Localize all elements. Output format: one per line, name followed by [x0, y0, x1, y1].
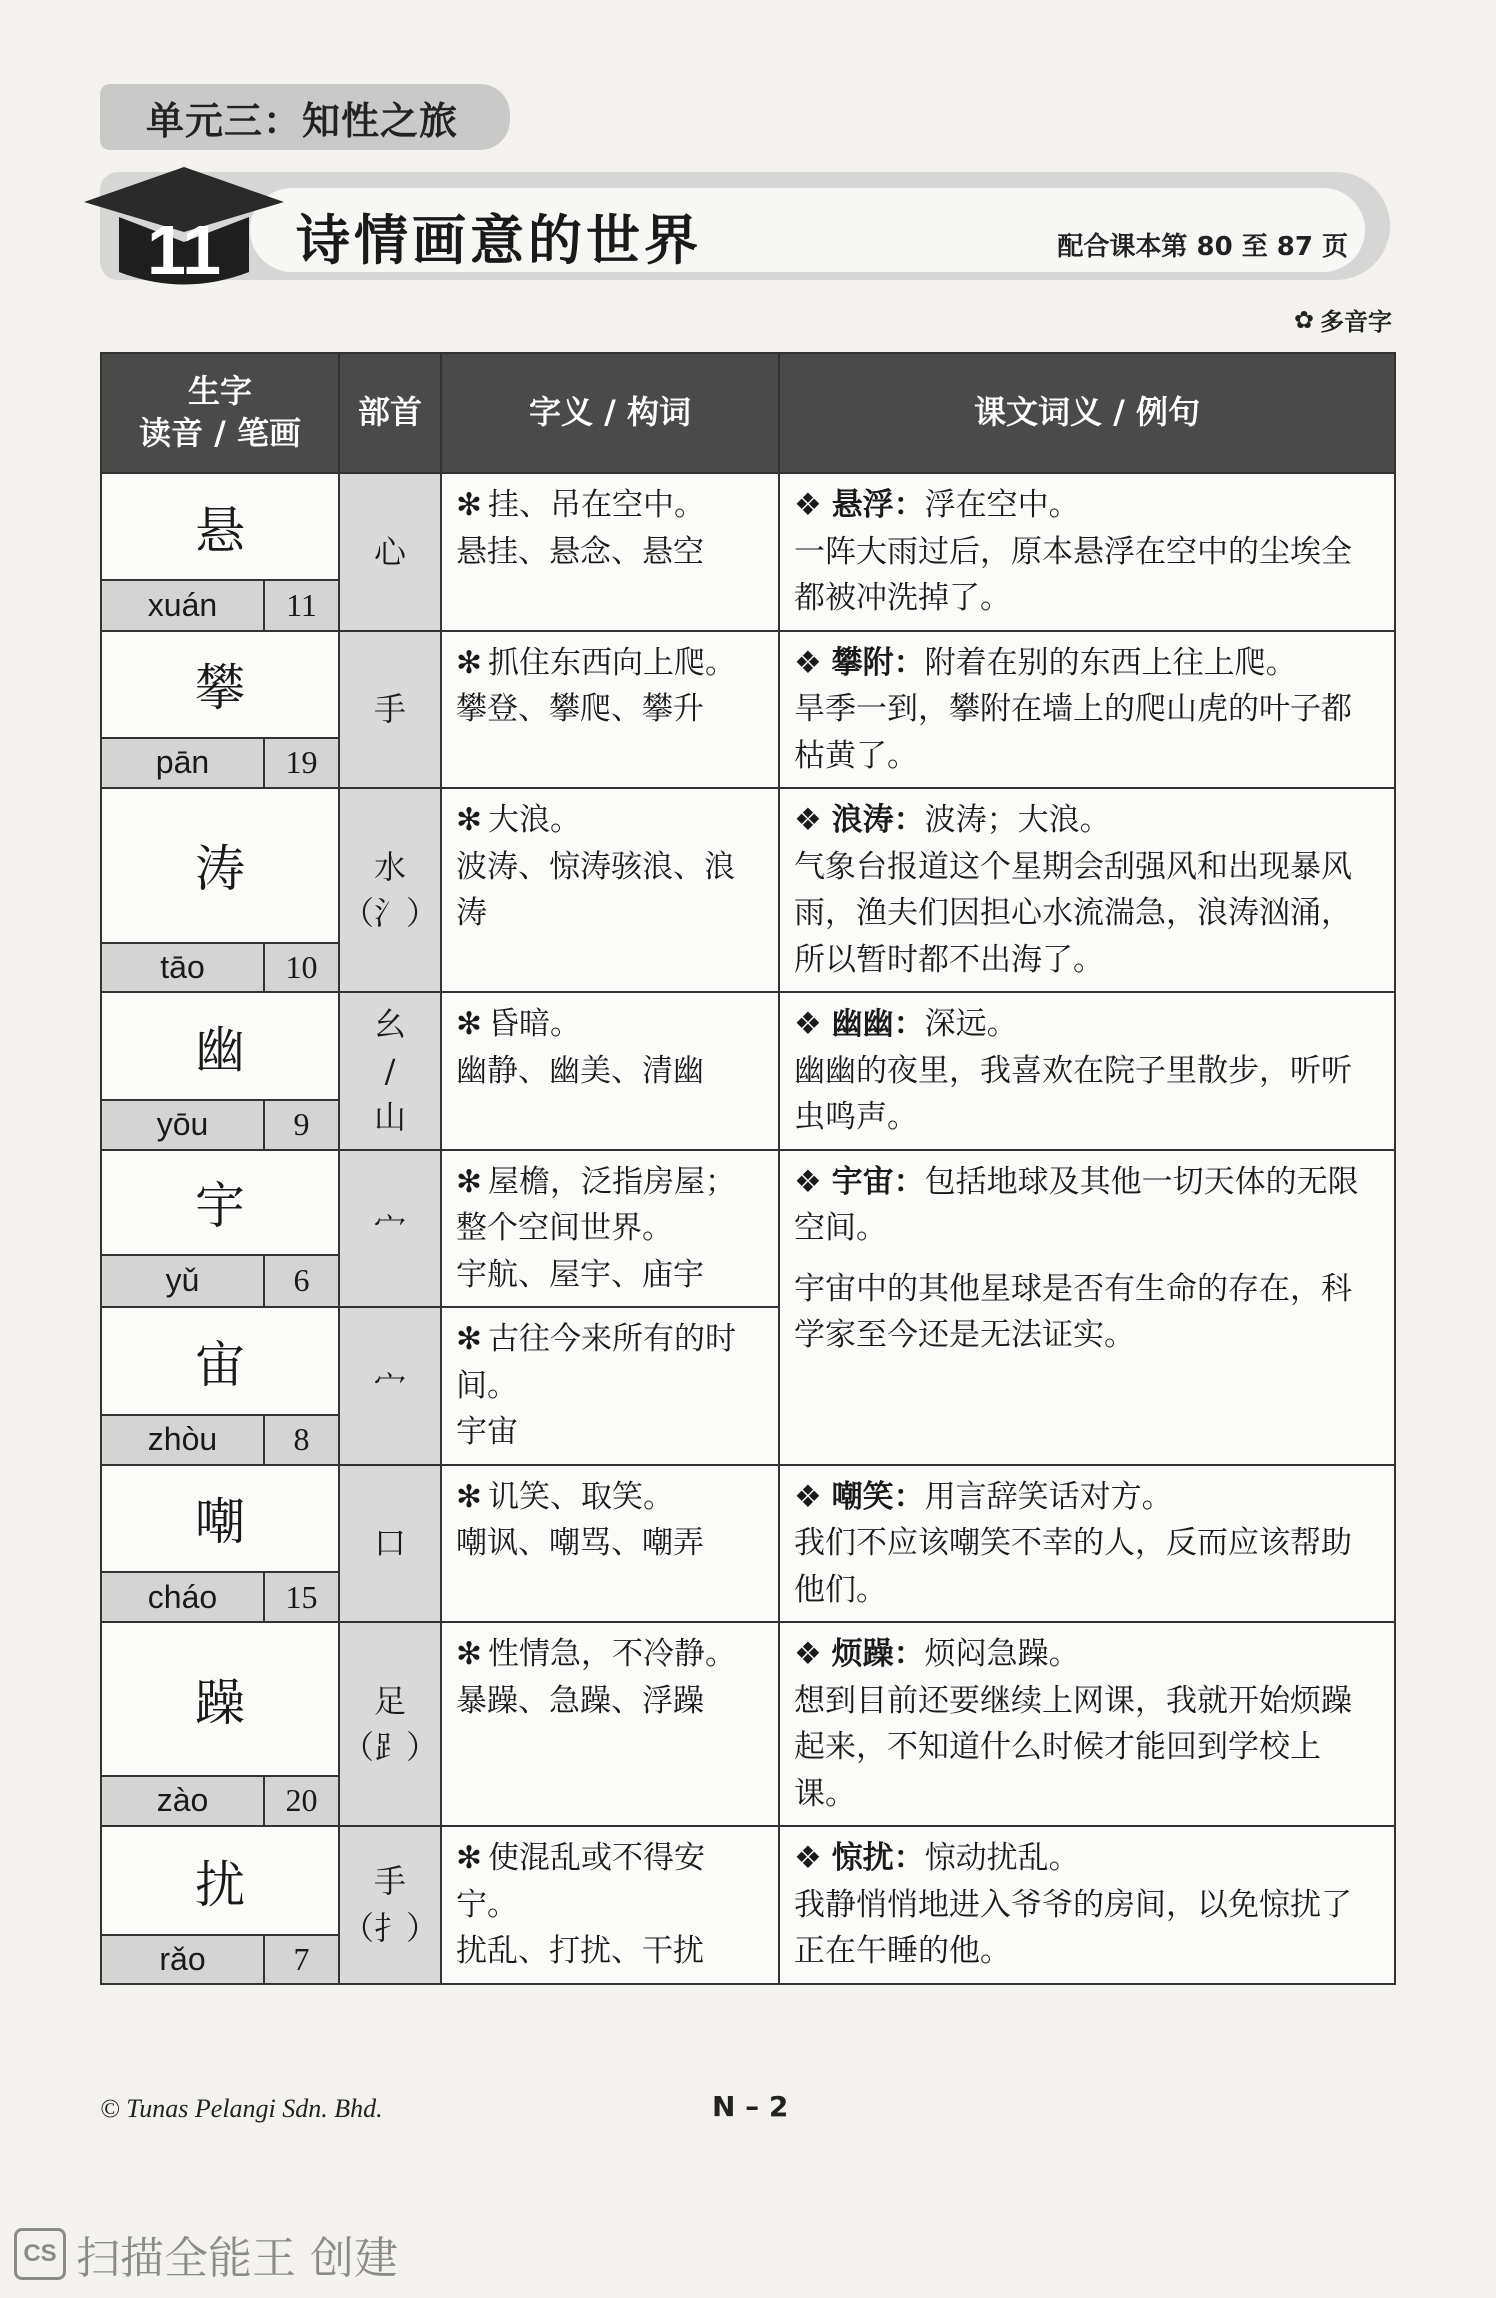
table-row [101, 1465, 1395, 1573]
scanner-text: 扫描全能王 创建 [76, 2233, 398, 2284]
page-number: N – 2 [712, 2090, 789, 2123]
pinyin: zào [101, 1776, 264, 1826]
stroke-count: 11 [264, 580, 339, 630]
example-cell [779, 631, 1395, 789]
vocab-character: 躁 [101, 1622, 339, 1776]
vocab-character: 宙 [101, 1307, 339, 1415]
stroke-count: 20 [264, 1776, 339, 1826]
pinyin: tāo [101, 943, 264, 992]
word-compounds: 攀登、攀爬、攀升 [456, 691, 705, 727]
radical: 手 [339, 631, 441, 789]
term: 浪涛： [831, 802, 925, 838]
term-definition: 惊动扰乱。 [924, 1840, 1080, 1876]
vocab-character: 攀 [101, 631, 339, 738]
meaning-cell [441, 1150, 779, 1308]
radical: 宀 [339, 1307, 441, 1465]
definition: ✻ 挂、吊在空中。 [456, 482, 764, 529]
word-compounds: 宇航、屋宇、庙宇 [456, 1256, 705, 1293]
example-sentence: 旱季一到，攀附在墙上的爬山虎的叶子都枯黄了。 [794, 691, 1353, 774]
pinyin: pān [101, 738, 264, 788]
radical: 幺 / 山 [339, 992, 441, 1150]
definition: ✻ 昏暗。 [456, 1001, 764, 1048]
vocab-character: 悬 [101, 473, 339, 580]
radical: 手 （扌） [339, 1826, 441, 1984]
header-char: 生字 读音 / 笔画 [101, 353, 339, 473]
table-row [101, 1150, 1395, 1255]
unit-banner [100, 84, 510, 150]
table-row [101, 1622, 1395, 1776]
meaning-cell [441, 1826, 779, 1984]
word-compounds: 暴躁、急躁、浮躁 [456, 1682, 705, 1719]
definition: ✻ 大浪。 [456, 797, 764, 844]
vocab-character: 涛 [101, 788, 339, 943]
term-line [794, 640, 1380, 687]
definition: ✻ 性情急，不冷静。 [456, 1631, 764, 1678]
example-cell [779, 1826, 1395, 1984]
example-sentence: 宇宙中的其他星球是否有生命的存在，科学家至今还是无法证实。 [794, 1270, 1353, 1353]
polyphone-legend-label: 多音字 [1320, 308, 1392, 336]
page-reference: 配合课本第 80 至 87 页 [1057, 232, 1348, 262]
meaning-cell [441, 1307, 779, 1465]
table-row [101, 992, 1395, 1100]
camscanner-logo: CS [14, 2228, 66, 2280]
term-line [794, 1159, 1380, 1252]
example-sentence: 幽幽的夜里，我喜欢在院子里散步，听听虫鸣声。 [794, 1052, 1353, 1135]
stroke-count: 9 [264, 1100, 339, 1150]
word-compounds: 幽静、幽美、清幽 [456, 1052, 705, 1089]
example-cell [779, 1622, 1395, 1826]
meaning-cell [441, 1465, 779, 1623]
term: 悬浮： [831, 487, 925, 523]
term-line [794, 482, 1380, 529]
unit-title: 单元三：知性之旅 [146, 98, 459, 143]
scanner-watermark [14, 2222, 398, 2286]
term-line [794, 797, 1380, 844]
definition: ✻ 使混乱或不得安宁。 [456, 1835, 764, 1928]
header-radical: 部首 [339, 353, 441, 473]
term-definition: 烦闷急躁。 [924, 1636, 1080, 1672]
table-header-row [101, 353, 1395, 473]
vocab-character: 幽 [101, 992, 339, 1100]
word-compounds: 扰乱、打扰、干扰 [456, 1933, 705, 1969]
example-sentence: 一阵大雨过后，原本悬浮在空中的尘埃全都被冲洗掉了。 [794, 533, 1353, 616]
pinyin: zhòu [101, 1415, 264, 1465]
definition: ✻ 屋檐，泛指房屋；整个空间世界。 [456, 1159, 764, 1252]
stroke-count: 10 [264, 943, 339, 992]
term-definition: 包括地球及其他一切天体的无限空间。 [794, 1163, 1359, 1246]
term-definition: 深远。 [924, 1006, 1018, 1042]
pinyin: rǎo [101, 1935, 264, 1983]
example-cell [779, 1465, 1395, 1623]
meaning-cell [441, 631, 779, 789]
radical: 足 （⻊） [339, 1622, 441, 1826]
header-meaning: 字义 / 构词 [441, 353, 779, 473]
example-cell [779, 788, 1395, 992]
radical: 口 [339, 1465, 441, 1623]
meaning-cell [441, 473, 779, 631]
meaning-cell [441, 788, 779, 992]
term-line [794, 1001, 1380, 1048]
term: 攀附： [831, 644, 925, 681]
term-definition: 附着在别的东西上往上爬。 [924, 644, 1297, 681]
stroke-count: 19 [264, 738, 339, 788]
table-row [101, 788, 1395, 943]
polyphone-legend [1294, 302, 1392, 337]
vocab-character: 嘲 [101, 1465, 339, 1573]
term: 幽幽： [831, 1006, 925, 1042]
vocab-character: 扰 [101, 1826, 339, 1935]
stroke-count: 7 [264, 1935, 339, 1983]
example-sentence: 我们不应该嘲笑不幸的人，反而应该帮助他们。 [794, 1525, 1353, 1608]
stroke-count: 6 [264, 1255, 339, 1308]
pinyin: xuán [101, 580, 264, 630]
radical: 宀 [339, 1150, 441, 1308]
term: 嘲笑： [831, 1478, 925, 1515]
term-definition: 浮在空中。 [924, 487, 1080, 523]
table-row [101, 1826, 1395, 1935]
table-row [101, 473, 1395, 580]
example-sentence: 我静悄悄地进入爷爷的房间，以免惊扰了正在午睡的他。 [794, 1886, 1353, 1969]
pinyin: yōu [101, 1100, 264, 1150]
term: 宇宙： [831, 1163, 925, 1200]
copyright: © Tunas Pelangi Sdn. Bhd. [100, 2094, 383, 2123]
header-example: 课文词义 / 例句 [779, 353, 1395, 473]
example-sentence: 想到目前还要继续上网课，我就开始烦躁起来，不知道什么时候才能回到学校上课。 [794, 1682, 1353, 1812]
stroke-count: 8 [264, 1415, 339, 1465]
graduation-cap-icon [74, 162, 294, 292]
meaning-cell [441, 1622, 779, 1826]
vocab-character: 宇 [101, 1150, 339, 1255]
example-cell [779, 473, 1395, 631]
definition: ✻ 讥笑、取笑。 [456, 1474, 764, 1521]
term: 烦躁： [831, 1636, 925, 1672]
table-row [101, 631, 1395, 738]
term-line [794, 1474, 1380, 1521]
example-cell [779, 992, 1395, 1150]
term-line [794, 1835, 1380, 1882]
term: 惊扰： [831, 1840, 925, 1876]
term-line [794, 1631, 1380, 1678]
stroke-count: 15 [264, 1572, 339, 1622]
vocabulary-table [100, 352, 1396, 1985]
word-compounds: 悬挂、悬念、悬空 [456, 533, 705, 570]
term-definition: 用言辞笑话对方。 [924, 1478, 1173, 1515]
pinyin: yǔ [101, 1255, 264, 1308]
pinyin: cháo [101, 1572, 264, 1622]
lesson-number: 11 [147, 211, 221, 289]
word-compounds: 宇宙 [456, 1414, 519, 1450]
example-cell [779, 1150, 1395, 1465]
lesson-title: 诗情画意的世界 [296, 208, 702, 272]
radical: 水 （氵） [339, 788, 441, 992]
example-sentence: 气象台报道这个星期会刮强风和出现暴风雨，渔夫们因担心水流湍急，浪涛汹涌，所以暂时都不出海了。 [794, 848, 1353, 978]
radical: 心 [339, 473, 441, 631]
definition: ✻ 抓住东西向上爬。 [456, 640, 764, 687]
term-definition: 波涛；大浪。 [924, 802, 1111, 838]
definition: ✻ 古往今来所有的时间。 [456, 1316, 764, 1409]
meaning-cell [441, 992, 779, 1150]
flower-icon: ✿ [1293, 305, 1314, 334]
word-compounds: 波涛、惊涛骇浪、浪涛 [456, 848, 736, 931]
word-compounds: 嘲讽、嘲骂、嘲弄 [456, 1525, 705, 1561]
